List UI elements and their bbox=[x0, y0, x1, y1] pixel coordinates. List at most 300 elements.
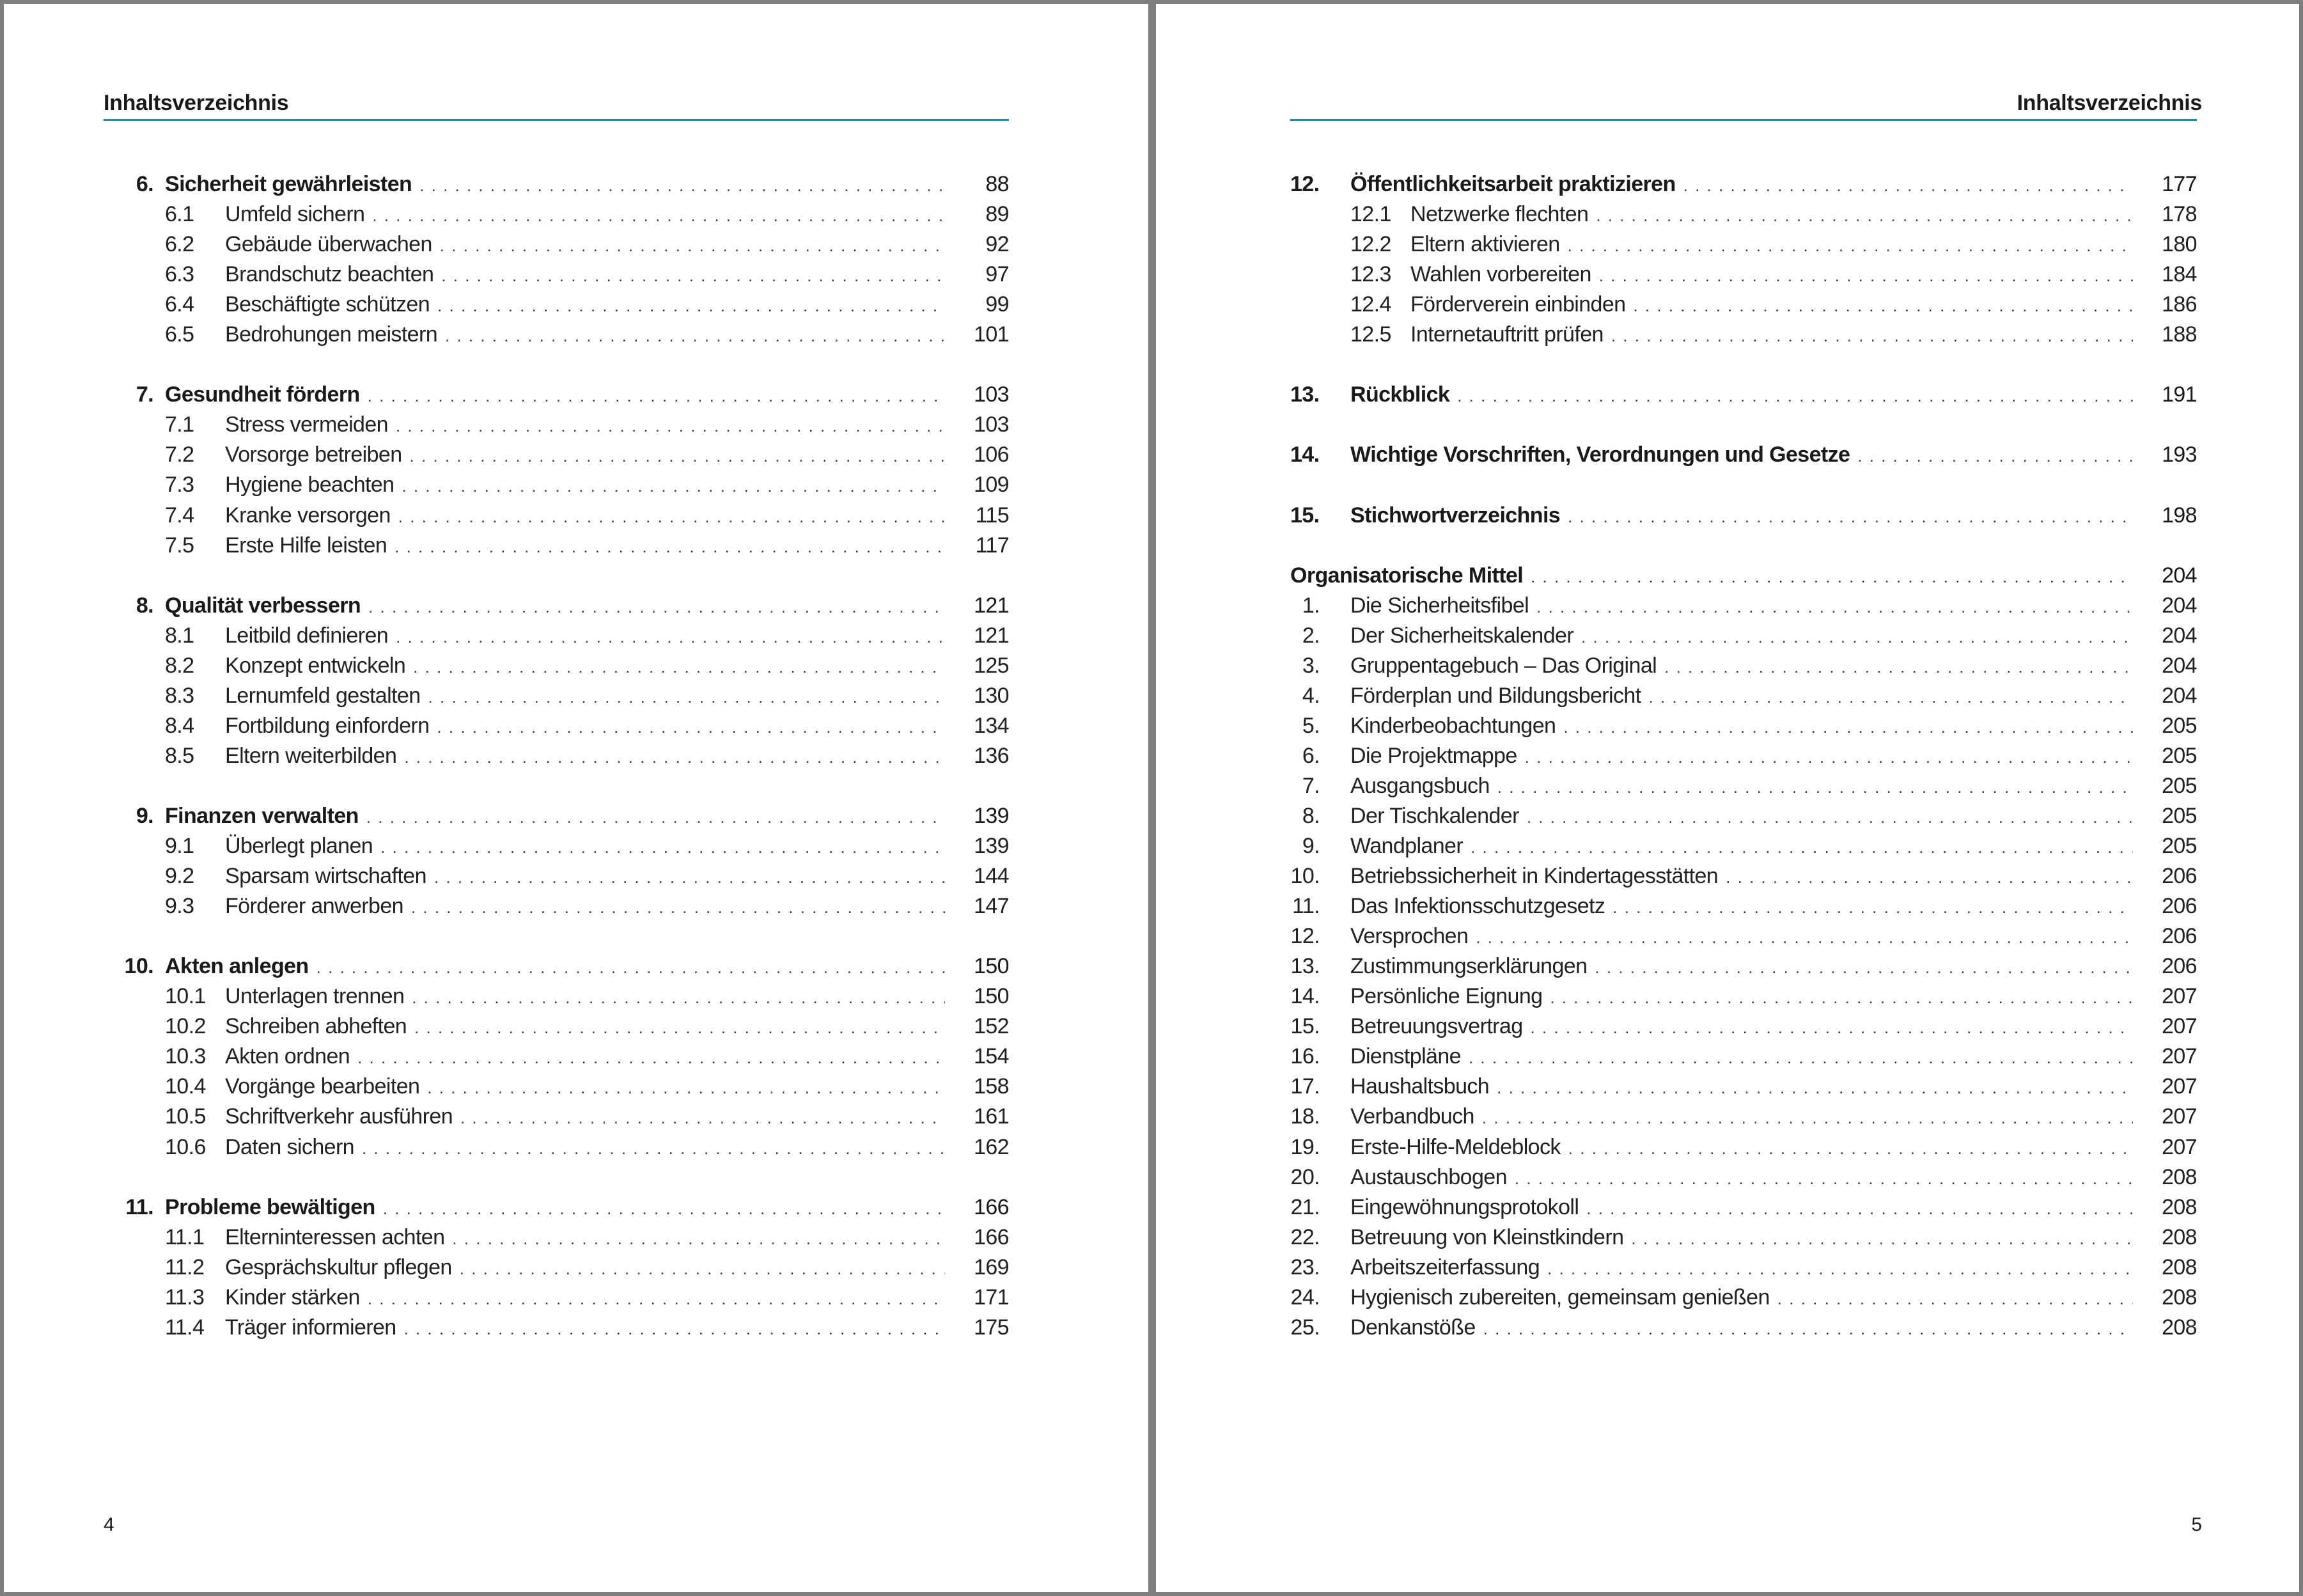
entry-page-number: 207 bbox=[2162, 1044, 2197, 1069]
toc-spacer bbox=[1290, 470, 2197, 500]
toc-entry-section[interactable] bbox=[104, 681, 1009, 711]
dot-leader bbox=[357, 1042, 945, 1072]
entry-line bbox=[225, 531, 1009, 561]
entry-number: 12.2 bbox=[1350, 232, 1391, 257]
entry-line bbox=[165, 801, 1009, 831]
toc-entry-section[interactable] bbox=[104, 1223, 1009, 1253]
entry-number: 12.4 bbox=[1350, 292, 1391, 317]
entry-number: 18. bbox=[1290, 1104, 1320, 1129]
toc-list bbox=[104, 169, 1009, 1343]
toc-entry-section[interactable] bbox=[1290, 290, 2197, 320]
entry-line bbox=[1350, 380, 2197, 410]
toc-entry-section[interactable] bbox=[104, 1042, 1009, 1072]
entry-title: Erste-Hilfe-Meldeblock bbox=[1350, 1132, 1568, 1162]
entry-line bbox=[225, 741, 1009, 771]
entry-title: Träger informieren bbox=[225, 1313, 404, 1343]
dot-leader bbox=[368, 591, 945, 621]
toc-entry-item[interactable] bbox=[1290, 1313, 2197, 1343]
dot-leader bbox=[1471, 831, 2133, 861]
dot-leader bbox=[404, 1313, 945, 1343]
entry-number: 11. bbox=[125, 1194, 153, 1219]
dot-leader bbox=[402, 470, 946, 500]
entry-page-number: 186 bbox=[2162, 292, 2197, 317]
toc-entry-item[interactable] bbox=[1290, 741, 2197, 771]
entry-number: 10.2 bbox=[165, 1014, 206, 1039]
entry-number: 9.1 bbox=[165, 834, 194, 859]
dot-leader bbox=[428, 681, 945, 711]
toc-entry-section[interactable] bbox=[104, 290, 1009, 320]
entry-line bbox=[1350, 891, 2197, 921]
toc-entry-section[interactable] bbox=[104, 1283, 1009, 1313]
entry-number: 12. bbox=[1290, 172, 1320, 196]
entry-page-number: 204 bbox=[2162, 593, 2197, 618]
toc-entry-item[interactable] bbox=[1290, 831, 2197, 861]
toc-entry-section[interactable] bbox=[104, 1313, 1009, 1343]
entry-line bbox=[225, 621, 1009, 651]
toc-entry-item[interactable] bbox=[1290, 861, 2197, 891]
dot-leader bbox=[440, 230, 945, 260]
toc-entry-item[interactable] bbox=[1290, 1072, 2197, 1102]
toc-entry-item[interactable] bbox=[1290, 921, 2197, 951]
entry-title: Hygienisch zubereiten, gemeinsam genießen bbox=[1350, 1283, 1777, 1313]
header-rule bbox=[104, 119, 1009, 121]
entry-number: 11.2 bbox=[165, 1255, 205, 1279]
dot-leader bbox=[316, 951, 945, 982]
toc-entry-item[interactable] bbox=[1290, 1223, 2197, 1253]
dot-leader bbox=[1596, 199, 2133, 230]
entry-page-number: 101 bbox=[974, 322, 1009, 347]
toc-spacer bbox=[1290, 531, 2197, 561]
entry-title: Betreuung von Kleinstkindern bbox=[1350, 1223, 1631, 1253]
entry-line bbox=[225, 651, 1009, 681]
toc-entry-section[interactable] bbox=[104, 711, 1009, 741]
entry-line bbox=[1350, 921, 2197, 951]
entry-title: Leitbild definieren bbox=[225, 621, 396, 651]
toc-entry-item[interactable] bbox=[1290, 1132, 2197, 1162]
entry-page-number: 208 bbox=[2162, 1224, 2197, 1249]
toc-entry-item[interactable] bbox=[1290, 1162, 2197, 1193]
toc-spacer bbox=[1290, 410, 2197, 440]
entry-title: Betreuungsvertrag bbox=[1350, 1012, 1531, 1042]
entry-line bbox=[165, 951, 1009, 982]
entry-page-number: 88 bbox=[985, 172, 1009, 196]
entry-number: 7.1 bbox=[165, 412, 194, 437]
entry-number: 8.4 bbox=[165, 713, 194, 738]
entry-page-number: 150 bbox=[974, 954, 1009, 979]
entry-page-number: 103 bbox=[974, 412, 1009, 437]
entry-number: 7.4 bbox=[165, 503, 194, 528]
toc-spacer bbox=[104, 771, 1009, 801]
toc-entry-section[interactable] bbox=[104, 440, 1009, 470]
entry-number: 6.2 bbox=[165, 232, 194, 257]
entry-title: Gebäude überwachen bbox=[225, 230, 440, 260]
entry-page-number: 208 bbox=[2162, 1285, 2197, 1310]
entry-page-number: 92 bbox=[985, 232, 1009, 257]
entry-line bbox=[1350, 1162, 2197, 1193]
entry-line bbox=[225, 410, 1009, 440]
entry-page-number: 134 bbox=[974, 713, 1009, 738]
entry-page-number: 207 bbox=[2162, 1014, 2197, 1039]
entry-number: 16. bbox=[1290, 1044, 1320, 1069]
toc-entry-item[interactable] bbox=[1290, 891, 2197, 921]
entry-line bbox=[1410, 290, 2197, 320]
entry-title: Konzept entwickeln bbox=[225, 651, 413, 681]
entry-page-number: 171 bbox=[974, 1285, 1009, 1310]
toc-entry-section[interactable] bbox=[104, 260, 1009, 290]
toc-spacer bbox=[104, 921, 1009, 951]
toc-entry-item[interactable] bbox=[1290, 681, 2197, 711]
entry-number: 11.4 bbox=[165, 1315, 205, 1340]
entry-title: Stichwortverzeichnis bbox=[1350, 501, 1568, 531]
toc-entry-section[interactable] bbox=[104, 1102, 1009, 1132]
entry-number: 9. bbox=[136, 803, 153, 828]
entry-line bbox=[1350, 951, 2197, 982]
entry-number: 7.2 bbox=[165, 442, 194, 467]
toc-entry-section[interactable] bbox=[104, 230, 1009, 260]
entry-page-number: 208 bbox=[2162, 1194, 2197, 1219]
entry-line bbox=[1350, 1253, 2197, 1283]
entry-page-number: 206 bbox=[2162, 864, 2197, 889]
entry-page-number: 205 bbox=[2162, 713, 2197, 738]
dot-leader bbox=[437, 711, 945, 741]
entry-page-number: 117 bbox=[975, 533, 1009, 558]
entry-title: Umfeld sichern bbox=[225, 199, 372, 230]
entry-title: Wandplaner bbox=[1350, 831, 1471, 861]
entry-title: Förderplan und Bildungsbericht bbox=[1350, 681, 1649, 711]
entry-title: Vorsorge betreiben bbox=[225, 440, 410, 470]
entry-page-number: 139 bbox=[974, 803, 1009, 828]
entry-page-number: 208 bbox=[2162, 1164, 2197, 1189]
entry-page-number: 207 bbox=[2162, 1134, 2197, 1159]
entry-number: 12.5 bbox=[1350, 322, 1391, 347]
entry-line bbox=[165, 591, 1009, 621]
entry-page-number: 204 bbox=[2162, 653, 2197, 678]
entry-line bbox=[1350, 1072, 2197, 1102]
entry-title: Bedrohungen meistern bbox=[225, 320, 445, 350]
entry-number: 8.3 bbox=[165, 683, 194, 708]
entry-number: 19. bbox=[1290, 1134, 1320, 1159]
entry-page-number: 175 bbox=[974, 1315, 1009, 1340]
entry-page-number: 177 bbox=[2162, 172, 2197, 196]
entry-title: Akten ordnen bbox=[225, 1042, 357, 1072]
entry-line bbox=[225, 982, 1009, 1012]
entry-title: Betriebssicherheit in Kindertagesstätten bbox=[1350, 861, 1726, 891]
dot-leader bbox=[1476, 921, 2133, 951]
entry-title: Haushaltsbuch bbox=[1350, 1072, 1497, 1102]
entry-number: 11.1 bbox=[165, 1224, 205, 1249]
toc-entry-section[interactable] bbox=[104, 621, 1009, 651]
entry-title: Schriftverkehr ausführen bbox=[225, 1102, 460, 1132]
entry-line bbox=[1350, 681, 2197, 711]
entry-line bbox=[1350, 501, 2197, 531]
dot-leader bbox=[1483, 1313, 2133, 1343]
toc-entry-section[interactable] bbox=[1290, 199, 2197, 230]
dot-leader bbox=[411, 891, 945, 921]
entry-line bbox=[1350, 1132, 2197, 1162]
entry-title: Kinder stärken bbox=[225, 1283, 368, 1313]
toc-entry-chapter[interactable] bbox=[104, 169, 1009, 199]
entry-title: Gruppentagebuch – Das Original bbox=[1350, 651, 1664, 681]
entry-line bbox=[225, 861, 1009, 891]
entry-line bbox=[1350, 831, 2197, 861]
dot-leader bbox=[1515, 1162, 2133, 1193]
toc-entry-section[interactable] bbox=[104, 1253, 1009, 1283]
toc-entry-section[interactable] bbox=[104, 320, 1009, 350]
dot-leader bbox=[372, 199, 945, 230]
dot-leader bbox=[452, 1223, 945, 1253]
toc-entry-section[interactable] bbox=[104, 861, 1009, 891]
entry-title: Förderer anwerben bbox=[225, 891, 411, 921]
entry-page-number: 97 bbox=[985, 262, 1009, 287]
entry-number: 10.1 bbox=[165, 984, 206, 1009]
toc-list bbox=[1290, 169, 2197, 1343]
entry-title: Austauschbogen bbox=[1350, 1162, 1515, 1193]
dot-leader bbox=[445, 320, 945, 350]
entry-title: Der Tischkalender bbox=[1350, 801, 1527, 831]
entry-title: Rückblick bbox=[1350, 380, 1457, 410]
entry-number: 10. bbox=[1290, 864, 1320, 889]
toc-entry-section[interactable] bbox=[104, 531, 1009, 561]
dot-leader bbox=[1527, 801, 2133, 831]
entry-number: 23. bbox=[1290, 1255, 1320, 1279]
toc-entry-item[interactable] bbox=[1290, 711, 2197, 741]
entry-title: Dienstpläne bbox=[1350, 1042, 1469, 1072]
toc-entry-section[interactable] bbox=[1290, 260, 2197, 290]
toc-entry-item[interactable] bbox=[1290, 1012, 2197, 1042]
toc-entry-chapter[interactable] bbox=[104, 801, 1009, 831]
dot-leader bbox=[362, 1132, 945, 1162]
toc-entry-section[interactable] bbox=[1290, 320, 2197, 350]
toc-entry-chapter[interactable] bbox=[1290, 380, 2197, 410]
entry-page-number: 139 bbox=[974, 834, 1009, 859]
toc-entry-section[interactable] bbox=[104, 982, 1009, 1012]
entry-line bbox=[225, 501, 1009, 531]
toc-spacer bbox=[104, 1162, 1009, 1193]
toc-entry-section[interactable] bbox=[104, 741, 1009, 771]
dot-leader bbox=[1726, 861, 2133, 891]
dot-leader bbox=[366, 801, 945, 831]
entry-line bbox=[225, 199, 1009, 230]
toc-entry-section[interactable] bbox=[104, 410, 1009, 440]
entry-page-number: 204 bbox=[2162, 683, 2197, 708]
entry-title: Unterlagen trennen bbox=[225, 982, 412, 1012]
dot-leader bbox=[1531, 561, 2133, 591]
toc-entry-item[interactable] bbox=[1290, 771, 2197, 801]
entry-line bbox=[165, 169, 1009, 199]
dot-leader bbox=[1525, 741, 2133, 771]
entry-title: Die Projektmappe bbox=[1350, 741, 1525, 771]
toc-spacer bbox=[104, 561, 1009, 591]
toc-entry-chapter[interactable] bbox=[1290, 440, 2197, 470]
entry-number: 15. bbox=[1290, 503, 1320, 528]
dot-leader bbox=[434, 861, 945, 891]
toc-entry-item[interactable] bbox=[1290, 1193, 2197, 1223]
entry-title: Internetauftritt prüfen bbox=[1410, 320, 1611, 350]
dot-leader bbox=[368, 380, 945, 410]
entry-page-number: 147 bbox=[974, 894, 1009, 919]
toc-entry-section[interactable] bbox=[104, 1012, 1009, 1042]
toc-entry-item[interactable] bbox=[1290, 801, 2197, 831]
entry-title: Eingewöhnungsprotokoll bbox=[1350, 1193, 1586, 1223]
dot-leader bbox=[1683, 169, 2133, 199]
dot-leader bbox=[1497, 771, 2133, 801]
toc-entry-section[interactable] bbox=[104, 651, 1009, 681]
entry-page-number: 166 bbox=[974, 1224, 1009, 1249]
entry-number: 6.1 bbox=[165, 202, 194, 227]
entry-line bbox=[225, 230, 1009, 260]
entry-line bbox=[1350, 1283, 2197, 1313]
entry-page-number: 184 bbox=[2162, 262, 2197, 287]
toc-entry-chapter[interactable] bbox=[104, 951, 1009, 982]
entry-page-number: 206 bbox=[2162, 894, 2197, 919]
entry-line bbox=[225, 1223, 1009, 1253]
dot-leader bbox=[412, 982, 945, 1012]
dot-leader bbox=[368, 1283, 945, 1313]
toc-entry-item[interactable] bbox=[1290, 1283, 2197, 1313]
entry-line bbox=[225, 831, 1009, 861]
entry-title: Öffentlichkeitsarbeit praktizieren bbox=[1350, 169, 1683, 199]
entry-title: Vorgänge bearbeiten bbox=[225, 1072, 427, 1102]
entry-line bbox=[1350, 982, 2197, 1012]
entry-title: Persönliche Eignung bbox=[1350, 982, 1550, 1012]
entry-number: 8.2 bbox=[165, 653, 194, 678]
dot-leader bbox=[1599, 260, 2133, 290]
entry-line bbox=[225, 1132, 1009, 1162]
entry-page-number: 207 bbox=[2162, 1104, 2197, 1129]
entry-number: 25. bbox=[1290, 1315, 1320, 1340]
entry-number: 6. bbox=[1302, 743, 1320, 768]
toc-entry-item[interactable] bbox=[1290, 1042, 2197, 1072]
entry-page-number: 130 bbox=[974, 683, 1009, 708]
entry-line bbox=[1410, 320, 2197, 350]
toc-entry-section[interactable] bbox=[104, 470, 1009, 500]
dot-leader bbox=[394, 531, 945, 561]
entry-number: 14. bbox=[1290, 442, 1320, 467]
entry-number: 6.3 bbox=[165, 262, 194, 287]
entry-number: 10.4 bbox=[165, 1074, 206, 1099]
toc-entry-chapter[interactable] bbox=[104, 591, 1009, 621]
entry-number: 10.5 bbox=[165, 1104, 206, 1129]
dot-leader bbox=[1497, 1072, 2133, 1102]
toc-entry-chapter[interactable] bbox=[104, 1193, 1009, 1223]
entry-number: 13. bbox=[1290, 954, 1320, 979]
entry-page-number: 191 bbox=[2162, 382, 2197, 407]
entry-page-number: 144 bbox=[974, 864, 1009, 889]
entry-line bbox=[1350, 801, 2197, 831]
entry-page-number: 115 bbox=[975, 503, 1009, 528]
entry-line bbox=[225, 1042, 1009, 1072]
entry-title: Qualität verbessern bbox=[165, 591, 368, 621]
entry-page-number: 178 bbox=[2162, 202, 2197, 227]
dot-leader bbox=[1581, 621, 2133, 651]
dot-leader bbox=[1568, 230, 2133, 260]
entry-page-number: 152 bbox=[974, 1014, 1009, 1039]
toc-entry-item[interactable] bbox=[1290, 951, 2197, 982]
entry-line bbox=[1350, 169, 2197, 199]
entry-number: 12.1 bbox=[1350, 202, 1391, 227]
dot-leader bbox=[1611, 320, 2133, 350]
toc-entry-section[interactable] bbox=[104, 1132, 1009, 1162]
entry-line bbox=[225, 290, 1009, 320]
entry-number: 7. bbox=[1302, 773, 1320, 798]
entry-title: Elterninteressen achten bbox=[225, 1223, 452, 1253]
dot-leader bbox=[427, 1072, 945, 1102]
dot-leader bbox=[1586, 1193, 2133, 1223]
toc-entry-item[interactable] bbox=[1290, 621, 2197, 651]
toc-entry-chapter[interactable] bbox=[1290, 169, 2197, 199]
toc-entry-item[interactable] bbox=[1290, 651, 2197, 681]
dot-leader bbox=[1649, 681, 2133, 711]
dot-leader bbox=[1536, 591, 2133, 621]
entry-page-number: 89 bbox=[985, 202, 1009, 227]
entry-title: Verbandbuch bbox=[1350, 1102, 1482, 1132]
entry-line bbox=[1350, 861, 2197, 891]
dot-leader bbox=[1568, 501, 2133, 531]
entry-line bbox=[225, 320, 1009, 350]
entry-title: Netzwerke flechten bbox=[1410, 199, 1596, 230]
entry-page-number: 206 bbox=[2162, 924, 2197, 949]
dot-leader bbox=[396, 410, 945, 440]
entry-page-number: 166 bbox=[974, 1194, 1009, 1219]
toc-entry-section[interactable] bbox=[1290, 230, 2197, 260]
entry-line bbox=[1350, 651, 2197, 681]
entry-line bbox=[1410, 230, 2197, 260]
toc-entry-chapter[interactable] bbox=[1290, 501, 2197, 531]
toc-entry-item[interactable] bbox=[1290, 982, 2197, 1012]
right-page bbox=[1156, 4, 2299, 1592]
toc-spacer bbox=[104, 350, 1009, 380]
dot-leader bbox=[380, 831, 945, 861]
dot-leader bbox=[1595, 951, 2133, 982]
dot-leader bbox=[1612, 891, 2133, 921]
toc-entry-item[interactable] bbox=[1290, 1253, 2197, 1283]
page-number: 5 bbox=[2191, 1514, 2202, 1535]
entry-title: Kranke versorgen bbox=[225, 501, 398, 531]
entry-page-number: 180 bbox=[2162, 232, 2197, 257]
toc-entry-heading[interactable] bbox=[1290, 561, 2197, 591]
entry-page-number: 161 bbox=[974, 1104, 1009, 1129]
toc-entry-section[interactable] bbox=[104, 501, 1009, 531]
entry-title: Probleme bewältigen bbox=[165, 1193, 383, 1223]
entry-page-number: 169 bbox=[974, 1255, 1009, 1279]
entry-number: 7.3 bbox=[165, 473, 194, 497]
entry-line bbox=[225, 1012, 1009, 1042]
entry-number: 7. bbox=[136, 382, 153, 407]
toc-entry-section[interactable] bbox=[104, 831, 1009, 861]
entry-page-number: 205 bbox=[2162, 834, 2197, 859]
entry-line bbox=[1350, 591, 2197, 621]
dot-leader bbox=[383, 1193, 945, 1223]
toc-entry-item[interactable] bbox=[1290, 591, 2197, 621]
entry-page-number: 154 bbox=[974, 1044, 1009, 1069]
entry-number: 22. bbox=[1290, 1224, 1320, 1249]
left-page bbox=[4, 4, 1148, 1592]
entry-title: Das Infektionsschutzgesetz bbox=[1350, 891, 1612, 921]
toc-entry-chapter[interactable] bbox=[104, 380, 1009, 410]
entry-number: 9.2 bbox=[165, 864, 194, 889]
entry-title: Förderverein einbinden bbox=[1410, 290, 1633, 320]
entry-title: Daten sichern bbox=[225, 1132, 362, 1162]
entry-number: 8. bbox=[136, 593, 153, 618]
dot-leader bbox=[1777, 1283, 2133, 1313]
toc-entry-section[interactable] bbox=[104, 199, 1009, 230]
entry-title: Erste Hilfe leisten bbox=[225, 531, 394, 561]
toc-entry-section[interactable] bbox=[104, 1072, 1009, 1102]
entry-page-number: 106 bbox=[974, 442, 1009, 467]
toc-entry-item[interactable] bbox=[1290, 1102, 2197, 1132]
entry-title: Ausgangsbuch bbox=[1350, 771, 1497, 801]
toc-entry-section[interactable] bbox=[104, 891, 1009, 921]
